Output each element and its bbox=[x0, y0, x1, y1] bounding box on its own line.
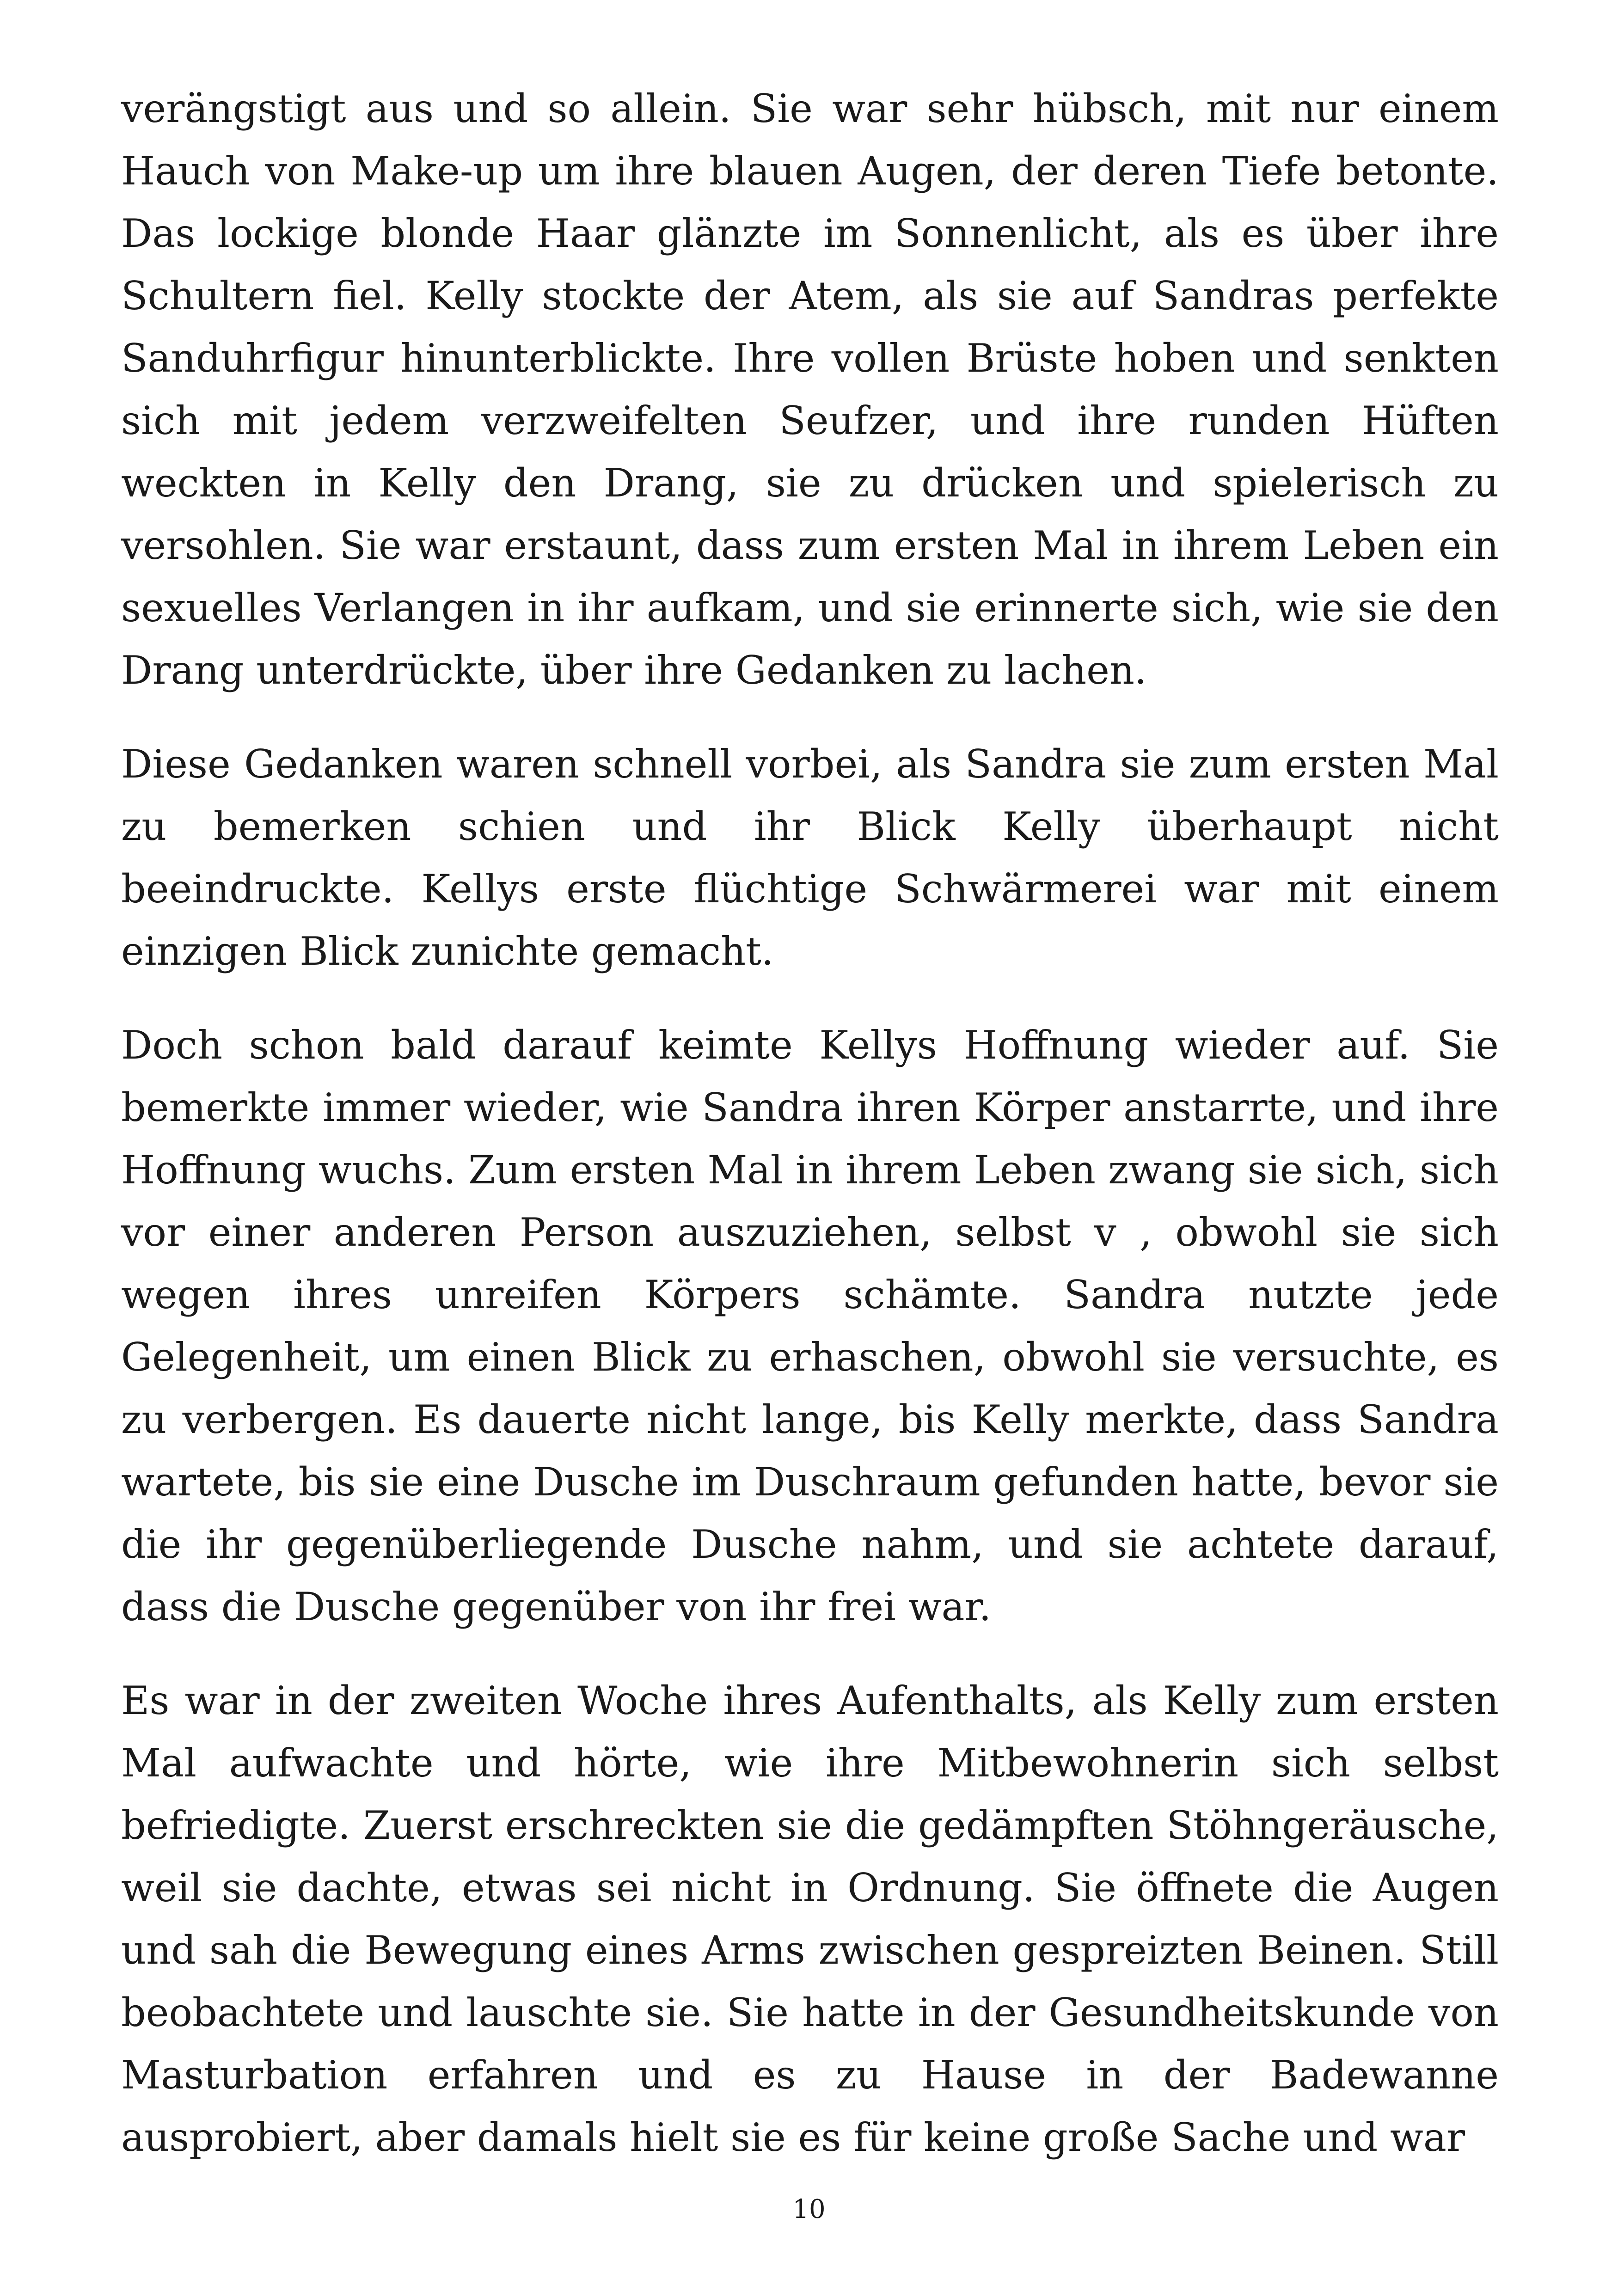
body-text bbox=[121, 78, 1499, 2169]
paragraph-1: verängstigt aus und so allein. Sie war sehr hübsch, mit nur einem Hauch von Make-up um ihre blauen Augen, der deren Tiefe betonte. Das lockige blonde Haar glänzte im Sonnenlicht, als es über ihre Schultern fiel. Kelly stockte der Atem, als sie auf Sandras perfekte Sanduhrfigur hinunterblickte. Ihre vollen Brüste hoben und senkten sich mit jedem verzweifelten Seufzer, und ihre runden Hüften weckten in Kelly den Drang, sie zu drücken und spielerisch zu versohlen. Sie war erstaunt, dass zum ersten Mal in ihrem Leben ein sexuelles Verlangen in ihr aufkam, und sie erinnerte sich, wie sie den Drang unterdrückte, über ihre Gedanken zu lachen. bbox=[121, 86, 1499, 693]
page-number: 10 bbox=[792, 2194, 826, 2224]
paragraph-4: Es war in der zweiten Woche ihres Aufenthalts, als Kelly zum ersten Mal aufwachte und hörte, wie ihre Mitbewohnerin sich selbst befriedigte. Zuerst erschreckten sie die gedämpften Stöhngeräusche, weil sie dachte, etwas sei nicht in Ordnung. Sie öffnete die Augen und sah die Bewegung eines Arms zwischen gespreizten Beinen. Still beobachtete und lauschte sie. Sie hatte in der Gesundheitskunde von Masturbation erfahren und es zu Hause in der Badewanne ausprobiert, aber damals hielt sie es für keine große Sache und war bbox=[121, 1678, 1499, 2160]
paragraph-3: Doch schon bald darauf keimte Kellys Hoffnung wieder auf. Sie bemerkte immer wieder, wie Sandra ihren Körper anstarrte, und ihre Hoffnung wuchs. Zum ersten Mal in ihrem Leben zwang sie sich, sich vor einer anderen Person auszuziehen, selbst v , obwohl sie sich wegen ihres unreifen Körpers schämte. Sandra nutzte jede Gelegenheit, um einen Blick zu erhaschen, obwohl sie versuchte, es zu verbergen. Es dauerte nicht lange, bis Kelly merkte, dass Sandra wartete, bis sie eine Dusche im Duschraum gefunden hatte, bevor sie die ihr gegenüberliegende Dusche nahm, und sie achtete darauf, dass die Dusche gegenüber von ihr frei war. bbox=[121, 1022, 1499, 1629]
paragraph-2: Diese Gedanken waren schnell vorbei, als Sandra sie zum ersten Mal zu bemerken schien und ihr Blick Kelly überhaupt nicht beeindruckte. Kellys erste flüchtige Schwärmerei war mit einem einzigen Blick zunichte gemacht. bbox=[121, 741, 1499, 974]
